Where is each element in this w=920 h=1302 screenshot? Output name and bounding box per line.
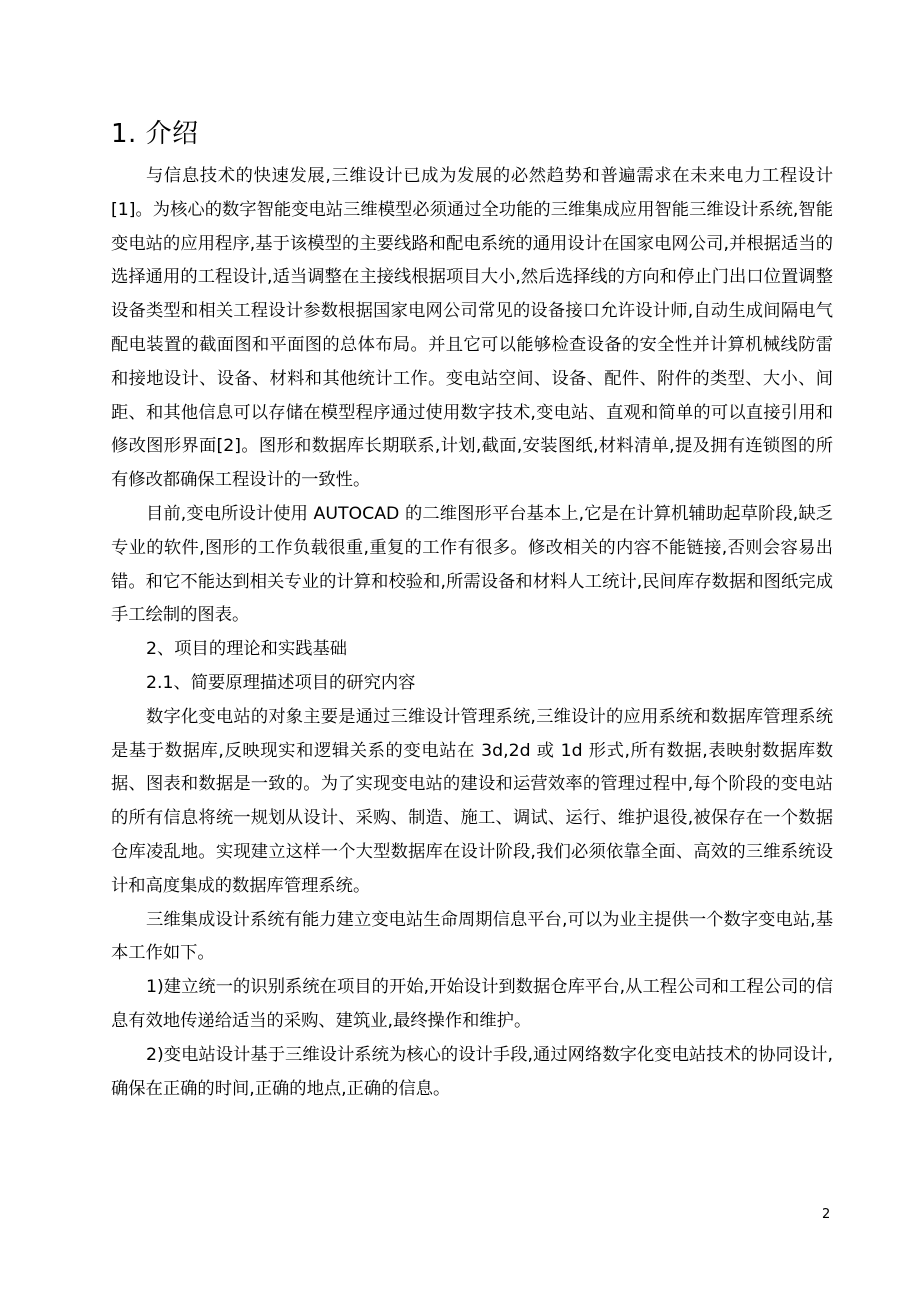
paragraph-integrated-system: 三维集成设计系统有能力建立变电站生命周期信息平台,可以为业主提供一个数字变电站,基本工作如下。 xyxy=(111,909,833,964)
list-item-2: 2)变电站设计基于三维设计系统为核心的设计手段,通过网络数字化变电站技术的协同设计,确保在正确的时间,正确的地点,正确的信息。 xyxy=(111,1044,833,1099)
section-heading: 1. 介绍 xyxy=(111,119,199,149)
page-content xyxy=(111,112,833,1106)
subheading-research-content: 2.1、简要原理描述项目的研究内容 xyxy=(146,672,416,693)
paragraph-intro: 与信息技术的快速发展,三维设计已成为发展的必然趋势和普遍需求在未来电力工程设计[1]。为核心的数字智能变电站三维模型必须通过全功能的三维集成应用智能三维设计系统,智能变电站的应用程序,基于该模型的主要线路和配电系统的通用设计在国家电网公司,并根据适当的选择通用的工程设计,适当调整在主接线根据项目大小,然后选择线的方向和停止门出口位置调整设备类型和相关工程设计参数根据国家电网公司常见的设备接口允许设计师,自动生成间隔电气配电装置的截面图和平面图的总体布局。并且它可以能够检查设备的安全性并计算机械线防雷和接地设计、设备、材料和其他统计工作。变电站空间、设备、配件、附件的类型、大小、间距、和其他信息可以存储在模型程序通过使用数字技术,变电站、直观和简单的可以直接引用和修改图形界面[2]。图形和数据库长期联系,计划,截面,安装图纸,材料清单,提及拥有连锁图的所有修改都确保工程设计的一致性。 xyxy=(111,166,833,491)
paragraph-current-status: 目前,变电所设计使用 AUTOCAD 的二维图形平台基本上,它是在计算机辅助起草阶段,缺乏专业的软件,图形的工作负载很重,重复的工作有很多。修改相关的内容不能链接,否则会容易出错。和它不能达到相关专业的计算和校验和,所需设备和材料人工统计,民间库存数据和图纸完成手工绘制的图表。 xyxy=(111,503,833,626)
page-number: 2 xyxy=(822,1207,831,1222)
list-item-1: 1)建立统一的识别系统在项目的开始,开始设计到数据仓库平台,从工程公司和工程公司的信息有效地传递给适当的采购、建筑业,最终操作和维护。 xyxy=(111,977,833,1031)
paragraph-digital-substation: 数字化变电站的对象主要是通过三维设计管理系统,三维设计的应用系统和数据库管理系统是基于数据库,反映现实和逻辑关系的变电站在 3d,2d 或 1d 形式,所有数据,表映射数据库数据、图表和数据是一致的。为了实现变电站的建设和运营效率的管理过程中,每个阶段的变电站的所有信息将统一规划从设计、采购、制造、施工、调试、运行、维护退役,被保存在一个数据仓库凌乱地。实现建立这样一个大型数据库在设计阶段,我们必须依靠全面、高效的三维系统设计和高度集成的数据库管理系统。 xyxy=(111,706,833,896)
subheading-theory-basis: 2、项目的理论和实践基础 xyxy=(146,639,348,660)
